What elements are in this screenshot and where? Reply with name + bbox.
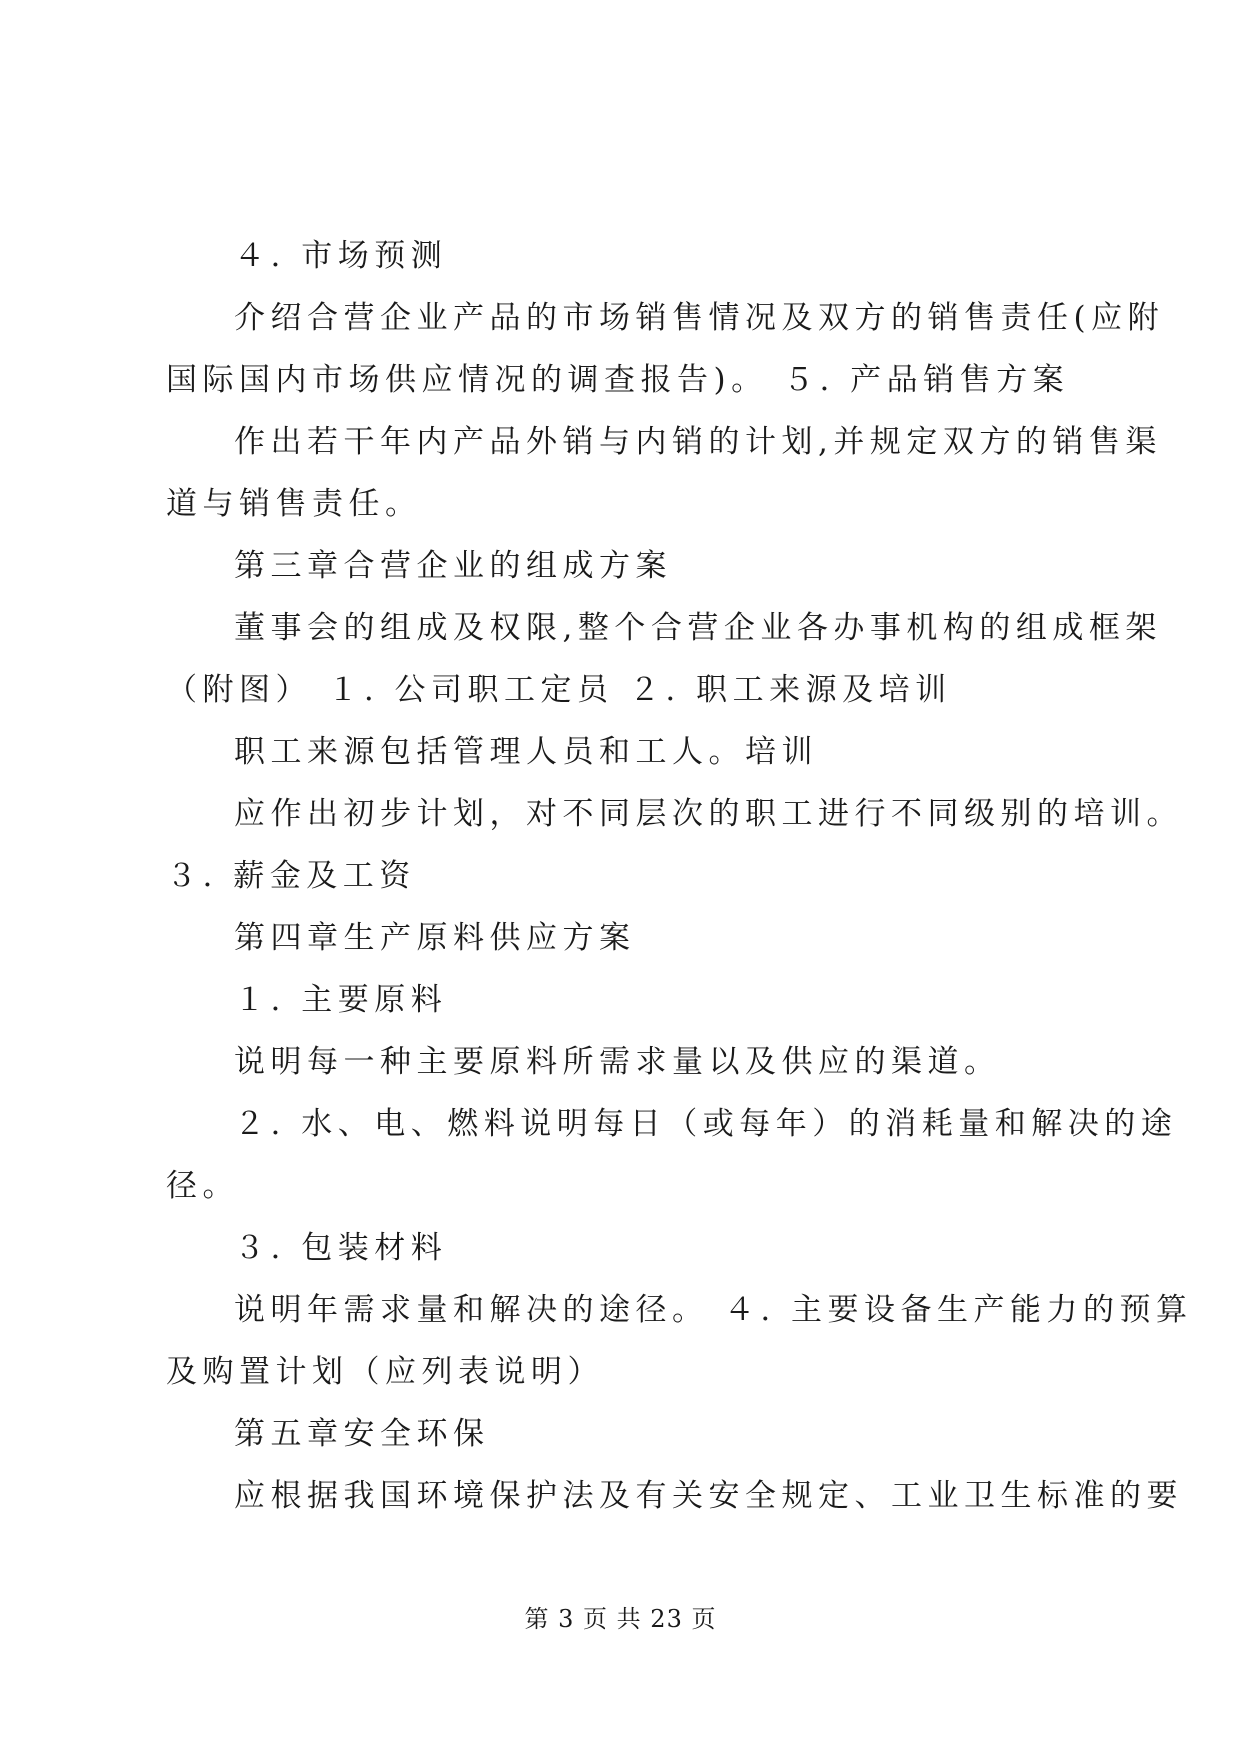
chapter-heading-3: 第三章合营企业的组成方案 xyxy=(234,548,672,584)
paragraph-line: ３. 薪金及工资 xyxy=(166,858,416,894)
paragraph-line: 国际国内市场供应情况的调查报告)。 ５. 产品销售方案 xyxy=(166,362,1070,398)
paragraph-line: 应根据我国环境保护法及有关安全规定、工业卫生标准的要 xyxy=(234,1478,1183,1514)
section-heading: １. 主要原料 xyxy=(234,982,448,1018)
section-heading-market-forecast: ４. 市场预测 xyxy=(234,238,448,274)
paragraph-line: 职工来源包括管理人员和工人。培训 xyxy=(234,734,818,770)
paragraph-line: 及购置计划（应列表说明） xyxy=(166,1354,604,1390)
section-heading: ３. 包装材料 xyxy=(234,1230,448,1266)
chapter-heading-4: 第四章生产原料供应方案 xyxy=(234,920,636,956)
paragraph-line: 介绍合营企业产品的市场销售情况及双方的销售责任(应附 xyxy=(234,300,1165,336)
paragraph-line: ２. 水、电、燃料说明每日（或每年）的消耗量和解决的途 xyxy=(234,1106,1178,1142)
paragraph-line: 道与销售责任。 xyxy=(166,486,422,522)
paragraph-line: 作出若干年内产品外销与内销的计划,并规定双方的销售渠 xyxy=(234,424,1162,460)
paragraph-line: 应作出初步计划，对不同层次的职工进行不同级别的培训。 xyxy=(234,796,1183,832)
paragraph-line: 董事会的组成及权限,整个合营企业各办事机构的组成框架 xyxy=(234,610,1162,646)
paragraph-line: 说明年需求量和解决的途径。 ４. 主要设备生产能力的预算 xyxy=(234,1292,1193,1328)
page-number-footer: 第 3 页 共 23 页 xyxy=(524,1605,717,1633)
paragraph-line: （附图） １. 公司职工定员 ２. 职工来源及培训 xyxy=(166,672,952,708)
chapter-heading-5: 第五章安全环保 xyxy=(234,1416,490,1452)
paragraph-line: 说明每一种主要原料所需求量以及供应的渠道。 xyxy=(234,1044,1001,1080)
paragraph-line: 径。 xyxy=(166,1168,239,1204)
